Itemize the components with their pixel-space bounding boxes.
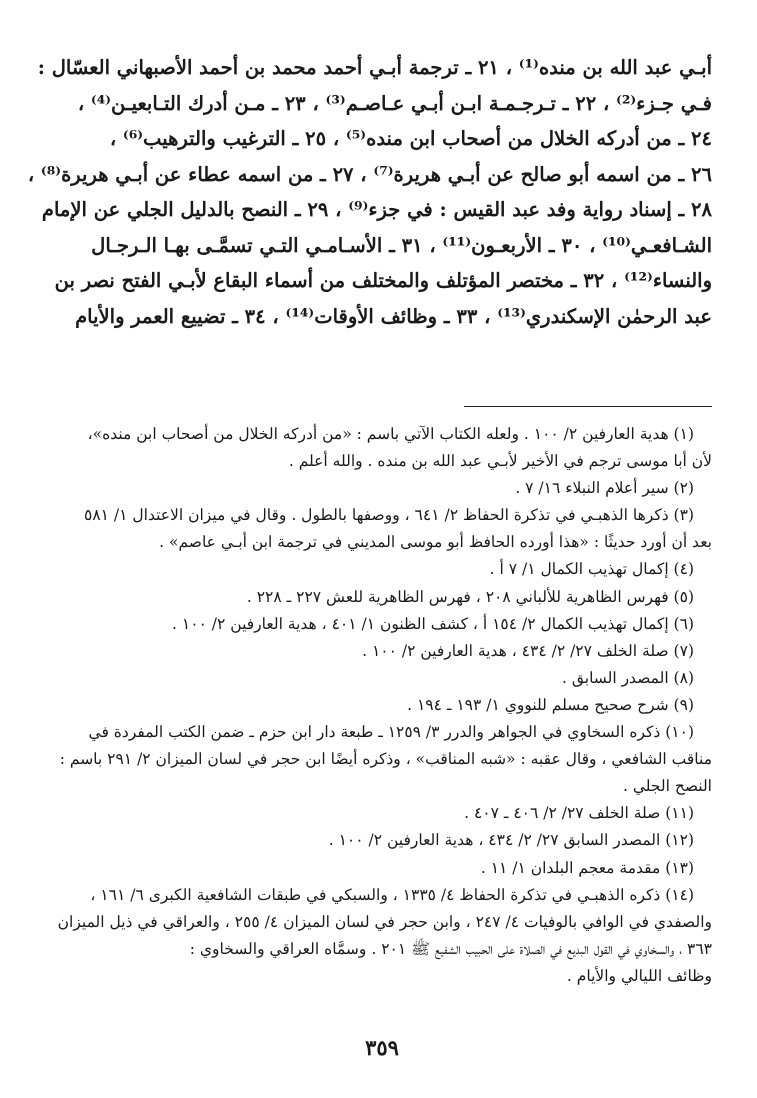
footnote-5: [52, 584, 712, 611]
footnote-14-continuation: [52, 936, 712, 963]
footnote-line: (١٣) مقدمة معجم البلدان ١/ ١١ .: [480, 858, 694, 877]
footnote-3-continuation: [52, 529, 712, 556]
footnote-line: وظائف الليالي والأيام .: [566, 966, 712, 985]
footnote-line: بعد أن أورد حديثًا : «هذا أورده الحافظ أبو موسى المديني في ترجمة ابن أبـي عاصم» .: [159, 533, 712, 552]
footnote-line: (١٠) ذكره السخاوي في الجواهر والدرر ٣/ ١٢٥٩ ـ طبعة دار ابن حزم ـ ضمن الكتب المفردة في: [88, 723, 694, 742]
footnote-line: (٨) المصدر السابق .: [561, 668, 694, 687]
main-text-line: الشـافعـي⁽¹⁰⁾ ، ٣٠ ـ الأربعـون⁽¹¹⁾ ، ٣١ ـ الأسـامـي التـي تسمَّـى بهـا الـرجـال: [91, 233, 712, 257]
footnote-line: (٤) إكمال تهذيب الكمال ١/ ٧ أ .: [489, 560, 694, 579]
page-number: ٣٥٩: [365, 1035, 399, 1060]
footnote-line: (١) هدية العارفين ٢/ ١٠٠ . ولعله الكتاب الآتي باسم : «من أدركه الخلال من أصحاب ابن منده»،: [87, 425, 694, 443]
footnote-13: [52, 855, 712, 882]
footnote-14: [52, 882, 712, 909]
footnote-line: (١٢) المصدر السابق ٢٧/ ٢/ ٤٣٤ ، هدية العارفين ٢/ ١٠٠ .: [328, 831, 694, 850]
footnote-line: (٣) ذكرها الذهبـي في تذكرة الحفاظ ٢/ ٦٤١ ، ووصفها بالطول . وقال في ميزان الاعتدال ١/ ٥٨١: [84, 506, 694, 525]
footnote-line: (٩) شرح صحيح مسلم للنووي ١/ ١٩٣ ـ ١٩٤ .: [407, 695, 694, 714]
footnote-10: [52, 719, 712, 746]
main-text-line: ٢٤ ـ من أدركه الخلال من أصحاب ابن منده⁽⁵⁾ ، ٢٥ ـ الترغيب والترهيب⁽⁶⁾ ،: [109, 127, 712, 150]
footnote-line: والصفدي في الوافي بالوفيات ٤/ ٢٤٧ ، وابن حجر في لسان الميزان ٤/ ٢٥٥ ، والعراقي في ذيل الميزان: [57, 912, 712, 931]
footnote-line: لأن أبا موسى ترجم في الأخير لأبـي عبد الله بن منده . والله أعلم .: [288, 452, 712, 471]
footnote-14-continuation: [52, 909, 712, 936]
footnote-12: [52, 827, 712, 854]
footnote-line: (٢) سير أعلام النبلاء ١٦/ ٧ .: [515, 479, 694, 498]
main-text-line: أبـي عبد الله بن منده⁽¹⁾ ، ٢١ ـ ترجمة أبـي أحمد محمد بن أحمد الأصبهاني العسّال :: [37, 56, 712, 79]
footnote-line: (٦) إكمال تهذيب الكمال ٢/ ١٥٤ أ ، كشف الظنون ١/ ٤٠١ ، هدية العارفين ٢/ ١٠٠ .: [172, 614, 694, 633]
footnote-14-continuation: [52, 963, 712, 990]
main-text-line: ٢٦ ـ من اسمه أبو صالح عن أبـي هريرة⁽⁷⁾ ، ٢٧ ـ من اسمه عطاء عن أبـي هريرة⁽⁸⁾ ،: [27, 162, 712, 186]
footnote-line: (٥) فهرس الظاهرية للألباني ٢٠٨ ، فهرس الظاهرية للعش ٢٢٧ ـ ٢٢٨ .: [246, 587, 694, 606]
footnote-line: (١١) صلة الخلف ٢٧/ ٢/ ٤٠٦ ـ ٤٠٧ .: [464, 804, 694, 823]
footnote-1: [52, 421, 712, 448]
footnote-line: ٣٦٣ ، والسخاوي في القول البديع في الصلاة على الحبيب الشفيع ﷺ ٢٠١ . وسمَّاه العراقي والسخاوي :: [189, 939, 712, 958]
main-text-line: عبد الرحمٰن الإسكندري⁽¹³⁾ ، ٣٣ ـ وظائف الأوقات⁽¹⁴⁾ ، ٣٤ ـ تضييع العمر والأيام: [75, 304, 712, 328]
page-content: [27, 50, 712, 1060]
footnote-10-continuation: [52, 746, 712, 773]
footnote-7: [52, 638, 712, 665]
footnote-3: [52, 502, 712, 529]
footnote-11: [52, 800, 712, 827]
main-text-line: فـي جـزء⁽²⁾ ، ٢٢ ـ تـرجـمـة ابـن أبـي عـاصـم⁽³⁾ ، ٢٣ ـ مـن أدرك التـابعيـن⁽⁴⁾ ،: [77, 91, 712, 115]
footnote-4: [52, 556, 712, 583]
footnote-10-continuation: [52, 773, 712, 800]
main-text-line: ٢٨ ـ إسناد رواية وفد عبد القيس : في جزء⁽⁹⁾ ، ٢٩ ـ النصح بالدليل الجلي عن الإمام: [41, 198, 712, 221]
footnote-line: النصح الجلي .: [622, 777, 712, 796]
footnote-1-continuation: [52, 448, 712, 475]
footnote-9: [52, 692, 712, 719]
footnote-line: (٧) صلة الخلف ٢٧/ ٢/ ٤٣٤ ، هدية العارفين ٢/ ١٠٠ .: [362, 641, 694, 660]
footnote-line: (١٤) ذكره الذهبـي في تذكرة الحفاظ ٤/ ١٣٣٥ ، والسبكي في طبقات الشافعية الكبرى ٦/ ١٦١ ،: [90, 885, 694, 904]
footnote-line: مناقب الشافعي ، وقال عقبه : «شبه المناقب» ، وذكره أيضًا ابن حجر في لسان الميزان ٢/ ٢٩١ باسم :: [59, 750, 712, 769]
footnote-8: [52, 665, 712, 692]
main-text: [27, 50, 712, 334]
footnote-6: [52, 611, 712, 638]
footnotes: [52, 421, 712, 990]
footnote-2: [52, 475, 712, 502]
main-text-line: والنساء⁽¹²⁾ ، ٣٢ ـ مختصر المؤتلف والمختلف من أسماء البقاع لأبـي الفتح نصر بن: [54, 269, 712, 292]
footnote-separator: [464, 406, 712, 407]
